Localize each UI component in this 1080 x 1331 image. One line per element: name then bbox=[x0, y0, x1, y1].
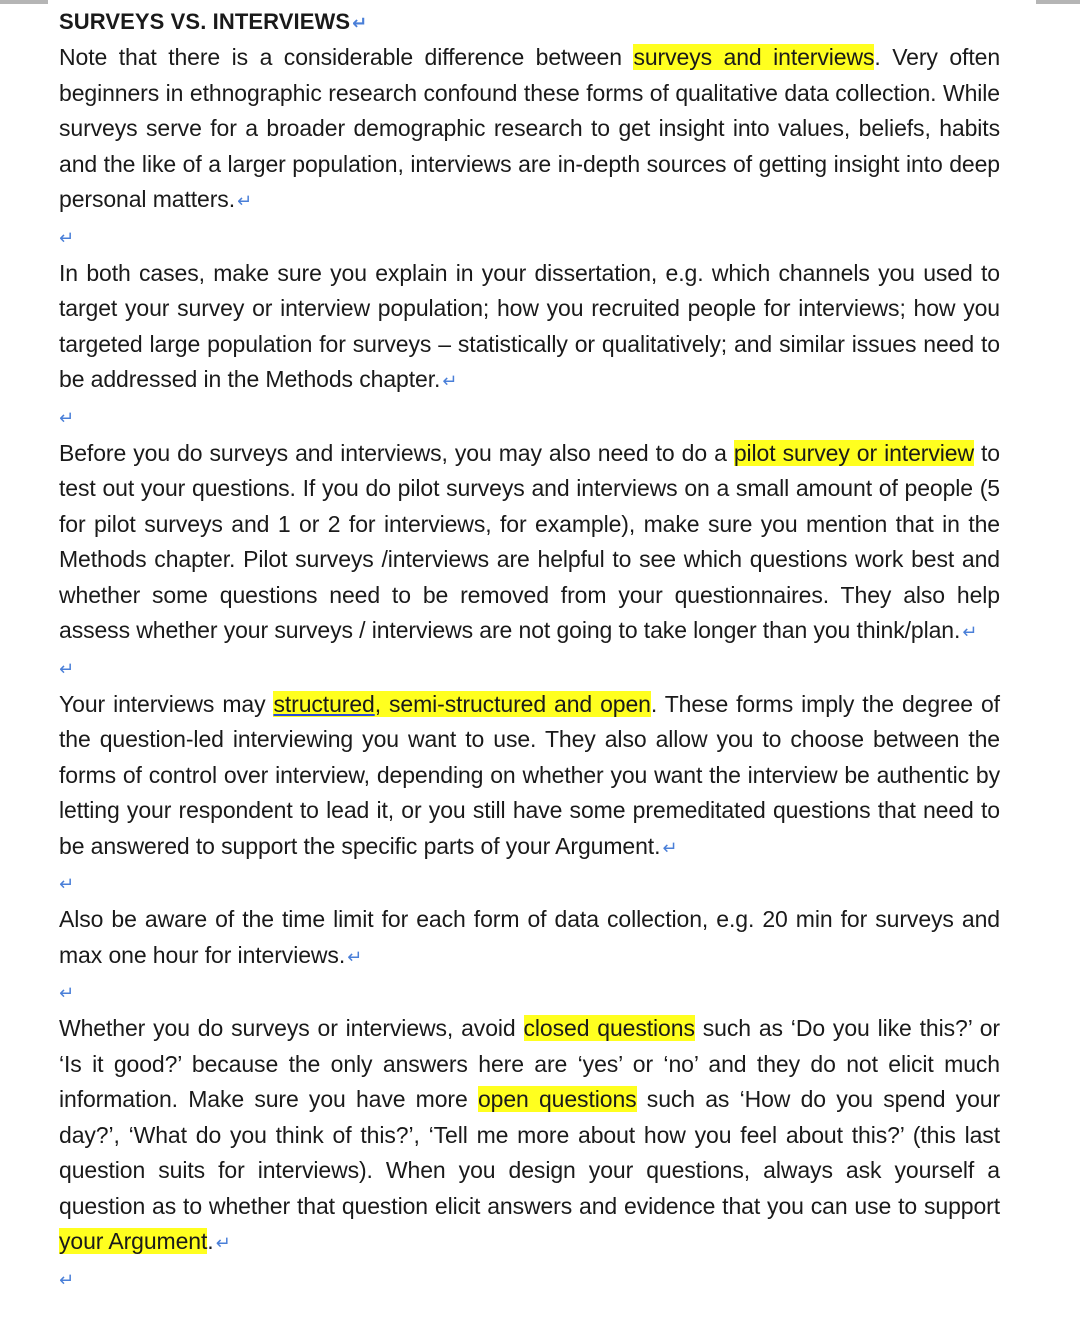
empty-paragraph bbox=[59, 400, 1000, 436]
paragraph-mark-icon: ↵ bbox=[59, 1269, 75, 1290]
document-page bbox=[59, 4, 1000, 1298]
text-run: . Very often beginners in ethnographic research confound these forms of qualitative data collection. While surveys serve for a broader demographic research to get insight into values, beliefs, habits and the like of a larger population, interviews are in-depth sources of getting insight into deep personal matters. bbox=[59, 44, 1001, 212]
paragraph-mark-icon: ↵ bbox=[442, 371, 458, 391]
paragraph-closed-open-questions bbox=[59, 1011, 1000, 1262]
paragraph-interview-types bbox=[59, 687, 1000, 867]
highlight-your-argument: your Argument bbox=[59, 1228, 208, 1254]
paragraph-pilot-survey bbox=[59, 436, 1000, 651]
text-run: Your interviews may bbox=[59, 690, 274, 717]
paragraph-mark-icon: ↵ bbox=[962, 622, 978, 642]
paragraph-mark-icon: ↵ bbox=[59, 874, 75, 894]
text-run: to test out your questions. If you do pilot surveys and interviews on a small amount of people (5 for pilot surveys and 1 or 2 for interviews, for example), make sure you mention that in the Methods chapter. Pilot surveys /interviews are helpful to see which questions work best and whether some questions need to be removed from your questionnaires. They also help assess whether your surveys / interviews are not going to take longer than you think/plan. bbox=[59, 439, 1000, 643]
paragraph-mark-icon: ↵ bbox=[59, 658, 75, 679]
empty-paragraph bbox=[59, 220, 1000, 256]
section-heading bbox=[59, 4, 1000, 40]
heading-text: SURVEYS VS. INTERVIEWS bbox=[59, 9, 351, 34]
paragraph-mark-icon: ↵ bbox=[59, 227, 75, 248]
highlight-surveys-and-interviews: surveys and interviews bbox=[633, 44, 875, 70]
empty-paragraph bbox=[59, 1262, 1000, 1298]
paragraph-mark-icon: ↵ bbox=[347, 946, 363, 967]
empty-paragraph bbox=[59, 651, 1000, 687]
text-run: , semi-structured and open bbox=[374, 690, 651, 717]
empty-paragraph bbox=[59, 866, 1000, 902]
text-run: Before you do surveys and interviews, you may also need to do a bbox=[59, 439, 734, 466]
text-run: Note that there is a considerable difference between bbox=[59, 44, 634, 70]
paragraph-mark-icon: ↵ bbox=[237, 191, 252, 211]
text-run: Whether you do surveys or interviews, avoid bbox=[59, 1015, 524, 1041]
paragraph-mark-icon: ↵ bbox=[662, 837, 678, 858]
highlight-closed-questions: closed questions bbox=[523, 1015, 695, 1041]
text-run: such as ‘How do you spend your day?’, ‘What do you think of this?’, ‘Tell me more about how you feel about this?’ (this last question suits for interviews). When you design your questions, always ask yourself a question as to whether that question elicit answers and evidence that you can use to support bbox=[59, 1086, 1001, 1219]
paragraph-mark-icon: ↵ bbox=[352, 13, 368, 33]
highlight-pilot-survey: pilot survey or interview bbox=[733, 439, 974, 466]
highlight-interview-types bbox=[273, 691, 650, 717]
text-run: . These forms imply the degree of the question-led interviewing you want to use. They also allow you to choose between the forms of control over interview, depending on whether you want the interview be authentic by letting your respondent to lead it, or you still have some premeditated questions that need to be answered to support the specific parts of your Argument. bbox=[59, 690, 1000, 859]
paragraph-mark-icon: ↵ bbox=[59, 407, 75, 428]
paragraph-mark-icon: ↵ bbox=[215, 1233, 231, 1253]
text-run: such as ‘Do you like this?’ or ‘Is it good?’ because the only answers here are ‘yes’ or ‘no’ and they do not elicit much information. Make sure you have more bbox=[59, 1015, 1000, 1112]
empty-paragraph bbox=[59, 975, 1000, 1011]
paragraph-surveys-vs-interviews bbox=[59, 40, 1000, 220]
paragraph-time-limit bbox=[59, 902, 1000, 975]
paragraph-methods-explanation bbox=[59, 256, 1000, 400]
paragraph-mark-icon: ↵ bbox=[59, 983, 75, 1003]
highlight-open-questions: open questions bbox=[477, 1086, 637, 1112]
text-run: . bbox=[207, 1228, 214, 1254]
spellcheck-underline: structured bbox=[273, 690, 375, 717]
page-corner-left bbox=[0, 0, 48, 4]
text-run: Also be aware of the time limit for each form of data collection, e.g. 20 min for surveys and max one hour for interviews. bbox=[59, 906, 1000, 968]
page-corner-right bbox=[1036, 0, 1080, 4]
text-run: In both cases, make sure you explain in your dissertation, e.g. which channels you used to target your survey or interview population; how you recruited people for interviews; how you targeted large population for surveys – statistically or qualitatively; and similar issues need to be addressed in the Methods chapter. bbox=[59, 259, 1000, 392]
